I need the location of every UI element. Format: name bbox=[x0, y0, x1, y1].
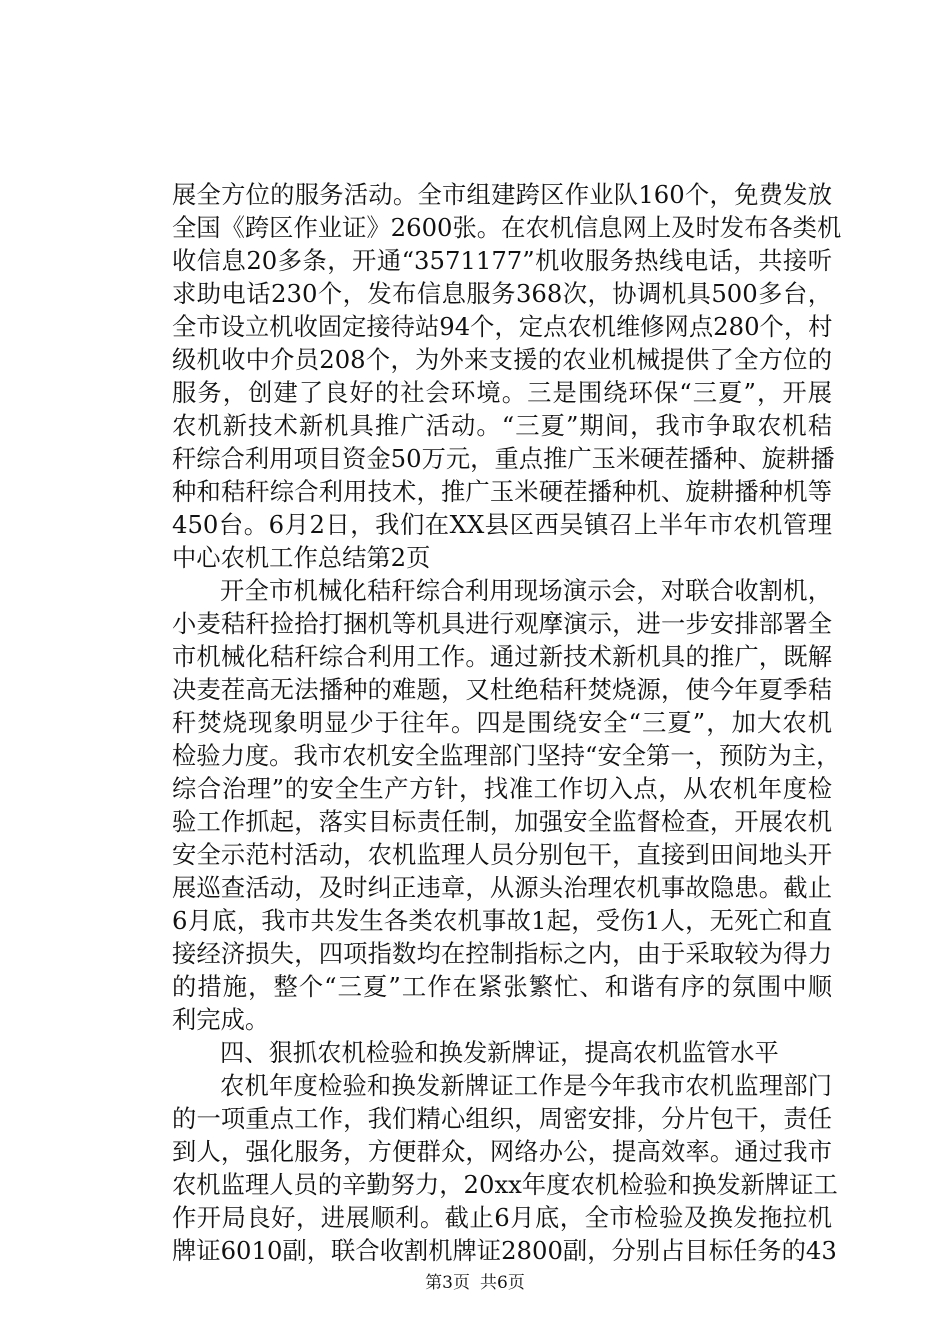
text-line: 利完成。 bbox=[172, 1005, 270, 1034]
text-line: 农机年度检验和换发新牌证工作是今年我市农机监理部门 bbox=[220, 1071, 832, 1100]
text-line: 检验力度。我市农机安全监理部门坚持“安全第一，预防为主， bbox=[172, 741, 841, 770]
text-line: 综合治理”的安全生产方针，找准工作切入点，从农机年度检 bbox=[172, 774, 832, 803]
text-line: 市机械化秸秆综合利用工作。通过新技术新机具的推广，既解 bbox=[172, 642, 832, 671]
text-line: 开全市机械化秸秆综合利用现场演示会，对联合收割机， bbox=[220, 576, 832, 605]
text-line: 收信息20多条，开通“3571177”机收服务热线电话，共接听 bbox=[172, 246, 832, 275]
text-line: 450台。6月2日，我们在XX县区西吴镇召上半年市农机管理 bbox=[172, 510, 832, 539]
text-line: 秆焚烧现象明显少于往年。四是围绕安全“三夏”，加大农机 bbox=[172, 708, 832, 737]
text-line: 决麦茬高无法播种的难题，又杜绝秸秆焚烧源，使今年夏季秸 bbox=[172, 675, 832, 704]
text-line: 级机收中介员208个，为外来支援的农业机械提供了全方位的 bbox=[172, 345, 832, 374]
section-heading: 四、狠抓农机检验和换发新牌证，提高农机监管水平 bbox=[220, 1038, 779, 1067]
text-line: 中心农机工作总结第2页 bbox=[172, 543, 431, 572]
text-line: 到人，强化服务，方便群众，网络办公，提高效率。通过我市 bbox=[172, 1137, 832, 1166]
text-line: 接经济损失，四项指数均在控制指标之内，由于采取较为得力 bbox=[172, 939, 832, 968]
text-line: 种和秸秆综合利用技术，推广玉米硬茬播种机、旋耕播种机等 bbox=[172, 477, 832, 506]
text-line: 农机监理人员的辛勤努力，20xx年度农机检验和换发新牌证工 bbox=[172, 1170, 838, 1199]
text-line: 牌证6010副，联合收割机牌证2800副，分别占目标任务的43 bbox=[172, 1236, 837, 1265]
text-line: 服务，创建了良好的社会环境。三是围绕环保“三夏”，开展 bbox=[172, 378, 832, 407]
text-line: 秆综合利用项目资金50万元，重点推广玉米硬茬播种、旋耕播 bbox=[172, 444, 835, 473]
text-line: 农机新技术新机具推广活动。“三夏”期间，我市争取农机秸 bbox=[172, 411, 832, 440]
text-line: 求助电话230个，发布信息服务368次，协调机具500多台， bbox=[172, 279, 832, 308]
page-total: 共6页 bbox=[480, 1273, 525, 1293]
text-line: 小麦秸秆捡拾打捆机等机具进行观摩演示，进一步安排部署全 bbox=[172, 609, 832, 638]
text-line: 全市设立机收固定接待站94个，定点农机维修网点280个，村 bbox=[172, 312, 833, 341]
page-footer bbox=[0, 1272, 950, 1294]
text-line: 6月底，我市共发生各类农机事故1起，受伤1人，无死亡和直 bbox=[172, 906, 832, 935]
text-line: 验工作抓起，落实目标责任制，加强安全监督检查，开展农机 bbox=[172, 807, 832, 836]
text-line: 展全方位的服务活动。全市组建跨区作业队160个，免费发放 bbox=[172, 180, 832, 209]
text-line: 展巡查活动，及时纠正违章，从源头治理农机事故隐患。截止 bbox=[172, 873, 832, 902]
document-body bbox=[172, 178, 842, 1267]
text-line: 全国《跨区作业证》2600张。在农机信息网上及时发布各类机 bbox=[172, 213, 842, 242]
text-line: 的一项重点工作，我们精心组织，周密安排，分片包干，责任 bbox=[172, 1104, 832, 1133]
text-line: 安全示范村活动，农机监理人员分别包干，直接到田间地头开 bbox=[172, 840, 832, 869]
text-line: 作开局良好，进展顺利。截止6月底，全市检验及换发拖拉机 bbox=[172, 1203, 832, 1232]
text-line: 的措施，整个“三夏”工作在紧张繁忙、和谐有序的氛围中顺 bbox=[172, 972, 832, 1001]
page-number: 第3页 bbox=[425, 1273, 470, 1293]
